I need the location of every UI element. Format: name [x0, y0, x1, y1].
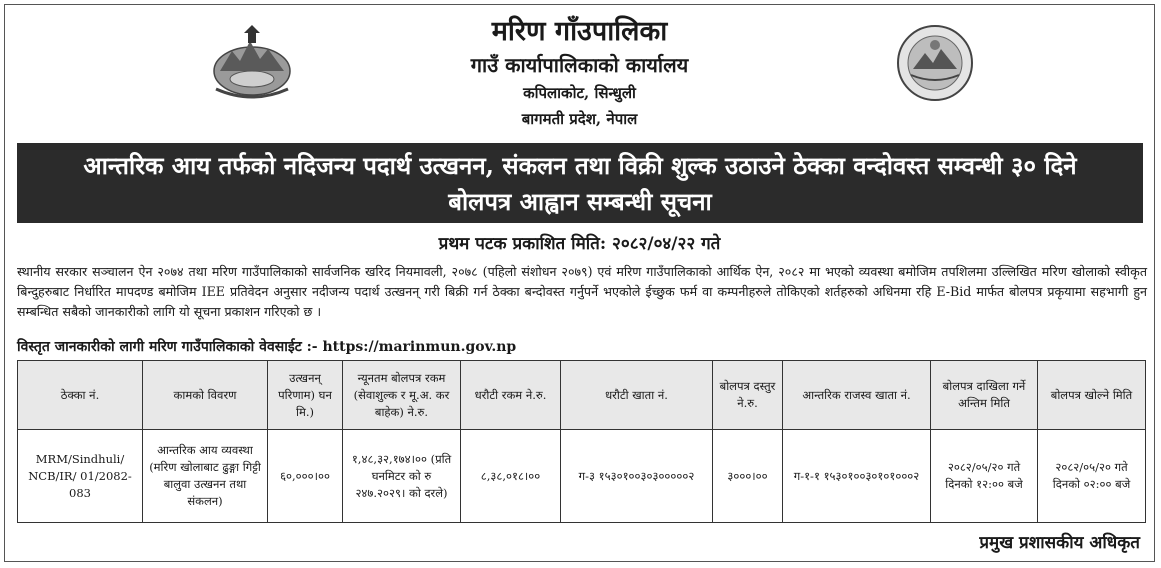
cell-bid-fee: ३०००।०० — [713, 430, 783, 523]
cell-revenue-account: ग-१-१ १५३०१००३०१०१०००२ — [783, 430, 931, 523]
col-header-excavation-quantity: उत्खनन् परिणाम) घन मि.) — [268, 361, 343, 430]
cell-submission-deadline: २०८२/०५/२० गते दिनको १२:०० बजे — [931, 430, 1038, 523]
publication-date: प्रथम पटक प्रकाशित मिति: २०८२/०४/२२ गते — [438, 234, 721, 254]
col-header-deposit-amount: धरौटी रकम ने.रु. — [461, 361, 561, 430]
col-header-contract-no: ठेक्का नं. — [18, 361, 143, 430]
cell-work-description: आन्तरिक आय व्यवस्था (मरिण खोलाबाट ढुङ्गा गिट्टी बालुवा उत्खनन तथा संकलन) — [143, 430, 268, 523]
cell-deposit-account: ग-३ १५३०१००३०३०००००२ — [561, 430, 713, 523]
office-province: बागमती प्रदेश, नेपाल — [521, 110, 638, 128]
notice-title-line-1: आन्तरिक आय तर्फको नदिजन्य पदार्थ उत्खनन, संकलन तथा विक्री शुल्क उठाउने ठेक्का वन्दोवस्त सम्वन्धी ३० दिने — [83, 151, 1077, 180]
notice-header — [5, 5, 1154, 145]
notice-title-line-2: बोलपत्र आह्वान सम्बन्धी सूचना — [448, 187, 712, 216]
cell-contract-no: MRM/Sindhuli/ NCB/IR/ 01/2082-083 — [18, 430, 143, 523]
table-row — [18, 430, 1146, 523]
cell-deposit-amount: ८,३८,०१८।०० — [461, 430, 561, 523]
office-name: गाउँ कार्यापालिकाको कार्यालय — [470, 53, 689, 77]
notice-page — [4, 4, 1155, 562]
municipality-name: मरिण गाँउपालिका — [491, 16, 668, 47]
col-header-opening-date: बोलपत्र खोल्ने मिति — [1038, 361, 1146, 430]
cell-minimum-bid-amount: १,४८,३२,१७४।०० (प्रति घनमिटर को रु २४७.२०२९। को दरले) — [343, 430, 461, 523]
tender-table — [17, 360, 1146, 523]
col-header-work-description: कामको विवरण — [143, 361, 268, 430]
col-header-minimum-bid-amount: न्यूनतम बोलपत्र रकम (सेवाशुल्क र मू.अ. कर बाहेक) ने.रु. — [343, 361, 461, 430]
col-header-submission-deadline: बोलपत्र दाखिला गर्ने अन्तिम मिति — [931, 361, 1038, 430]
col-header-deposit-account: धरौटी खाता नं. — [561, 361, 713, 430]
table-header-row — [18, 361, 1146, 430]
office-address: कपिलाकोट, सिन्धुली — [523, 84, 636, 102]
website-info: विस्तृत जानकारीको लागी मरिण गाउँपालिकाको वेवसाईट :- https://marinmun.gov.np — [17, 339, 517, 355]
col-header-revenue-account: आन्तरिक राजस्व खाता नं. — [783, 361, 931, 430]
notice-body: स्थानीय सरकार सञ्चालन ऐन २०७४ तथा मरिण गाउँपालिकाको सार्वजनिक खरिद नियमावली, २०७८ (पहिलो संशोधन २०७९) एवं मरिण गाउँपालिकाको आर्थिक ऐन, २०८२ मा भएको व्यवस्था बमोजिम तपशिलमा उल्लिखित मरिण खोलाको स्वीकृत बिन्दुहरुबाट निर्धारित मापदण्ड बमोजिम IEE प्रतिवेदन अनुसार नदीजन्य पदार्थ उत्खनन् गरी बिक्री गर्न ठेक्का बन्दोवस्त गर्नुपर्ने भएकोले ईच्छुक फर्म वा कम्पनीहरुले तोकिएको शर्तहरुको अधिनमा रहि E-Bid मार्फत बोलपत्र प्रकृयामा सहभागी हुन सम्बन्धित सबैको जानकारीको लागि यो सूचना प्रकाशन गरिएको छ । — [17, 264, 1147, 319]
cell-excavation-quantity: ६०,०००।०० — [268, 430, 343, 523]
notice-title-banner — [17, 143, 1143, 223]
cell-opening-date: २०८२/०५/२० गते दिनको ०२:०० बजे — [1038, 430, 1146, 523]
col-header-bid-fee: बोलपत्र दस्तुर ने.रु. — [713, 361, 783, 430]
signatory-title: प्रमुख प्रशासकीय अधिकृत — [979, 533, 1140, 553]
